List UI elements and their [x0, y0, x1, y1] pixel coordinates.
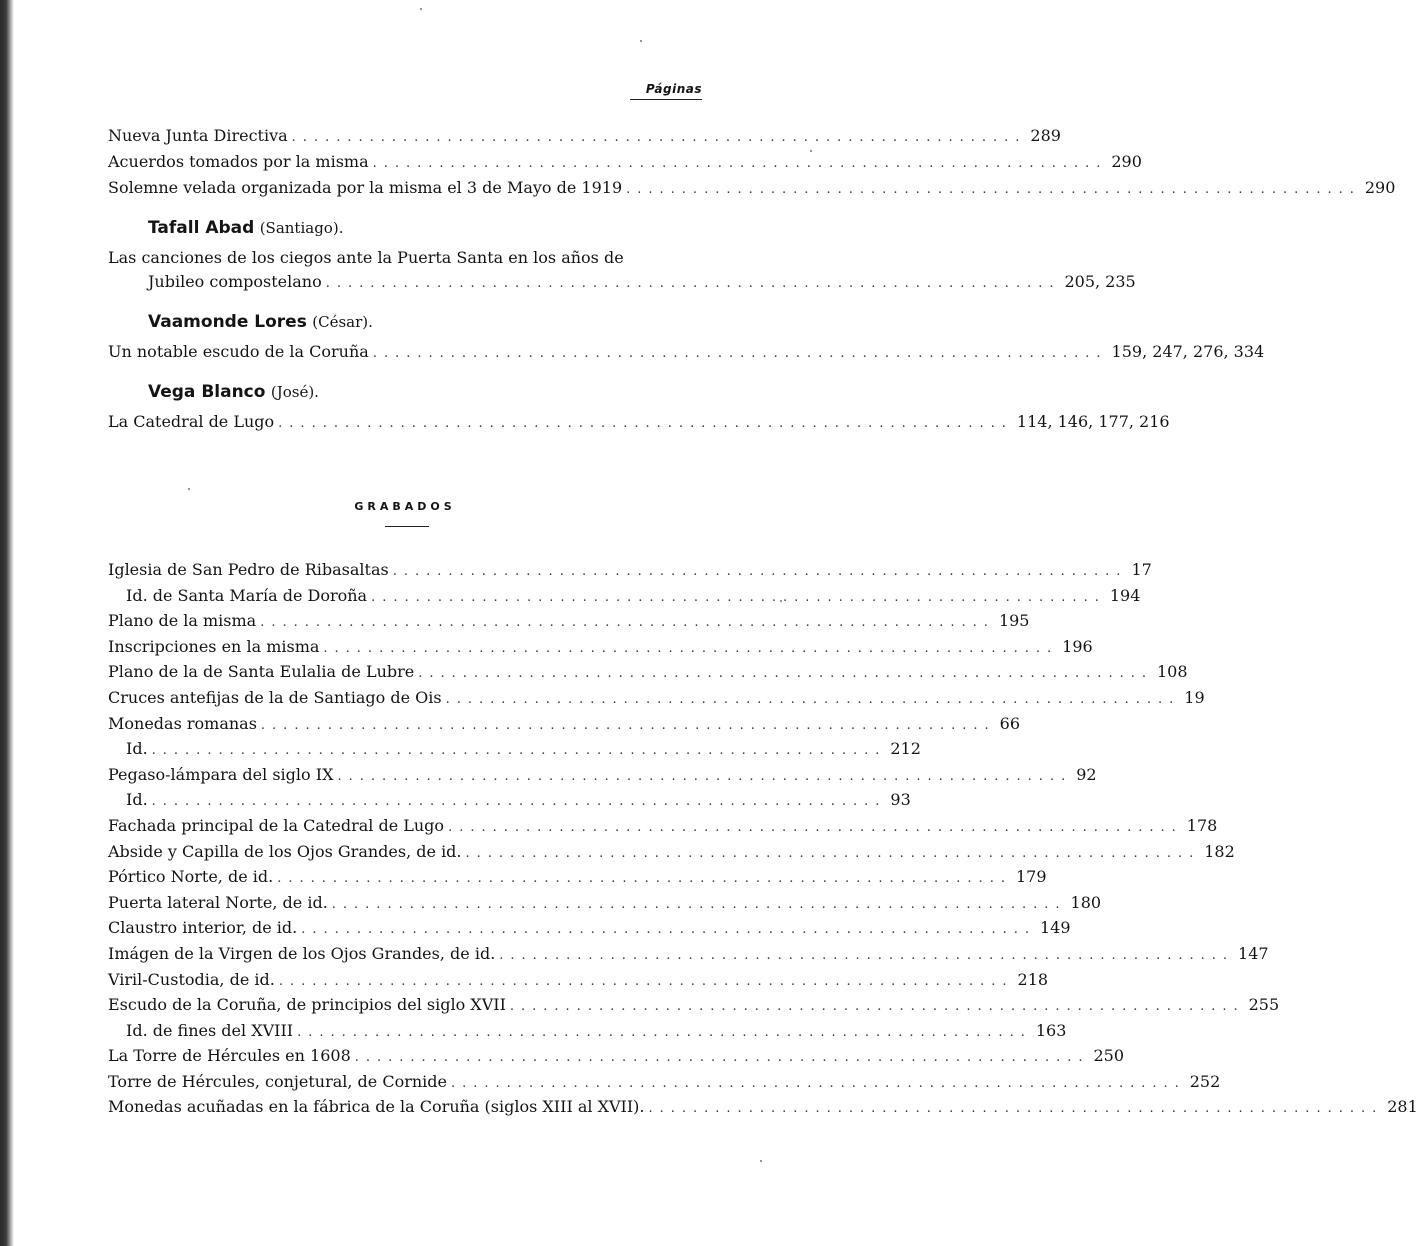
entry-page: 66 — [999, 713, 1021, 733]
leader-dots: .................................................................. — [151, 743, 887, 759]
paginas-column-header: Páginas — [630, 82, 702, 100]
leader-dots: .................................................................. — [260, 717, 996, 733]
entry-page: 252 — [1189, 1071, 1221, 1091]
index-entry — [108, 246, 702, 270]
entry-page: 19 — [1184, 687, 1205, 707]
author-surname: Vega Blanco — [148, 382, 266, 402]
entry-text: Id. — [126, 790, 148, 810]
entry-page: 163 — [1035, 1020, 1067, 1040]
entry-page: 212 — [890, 739, 921, 759]
entry-text: Cruces antefijas de la de Santiago de Ois — [108, 687, 442, 707]
entry-text: Viril-Custodia, de id. — [108, 969, 275, 989]
author-heading — [148, 218, 702, 238]
leader-dots: .................................................................. — [371, 589, 1106, 605]
entry-page: 114, 146, 177, 216 — [1016, 412, 1170, 431]
grabado-entry — [108, 1070, 1221, 1096]
entry-text: Imágen de la Virgen de los Ojos Grandes, de id. — [108, 943, 496, 963]
entry-page: 281 — [1387, 1097, 1418, 1117]
index-entry — [108, 176, 1396, 202]
entry-page: 290 — [1364, 178, 1396, 197]
paper-speck — [640, 40, 642, 42]
index-entry — [108, 340, 1265, 366]
grabado-entry — [108, 840, 1235, 866]
entry-page: 159, 247, 276, 334 — [1111, 342, 1265, 361]
entry-text: Claustro interior, de id. — [108, 918, 298, 938]
leader-dots: .................................................................. — [331, 896, 1067, 912]
entry-page: 180 — [1070, 892, 1102, 912]
entry-page: 250 — [1093, 1046, 1125, 1066]
entry-page: 108 — [1156, 662, 1188, 682]
entry-page: 17 — [1131, 560, 1152, 579]
entry-text: Plano de la misma — [108, 611, 257, 631]
leader-dots: .................................................................. — [291, 130, 1027, 145]
entry-text: Nueva Junta Directiva — [108, 126, 288, 145]
leader-dots: .................................................................. — [445, 691, 1181, 707]
entry-page: 218 — [1017, 969, 1049, 989]
paper-speck — [188, 488, 190, 490]
top-entries — [108, 124, 1396, 202]
leader-dots: .................................................................. — [372, 156, 1108, 171]
index-entry — [108, 124, 1061, 150]
leader-dots: .................................................................. — [323, 640, 1059, 656]
index-entry — [108, 270, 1136, 296]
entry-text: Id. de fines del XVIII — [126, 1020, 294, 1040]
leader-dots: .................................................................. — [301, 922, 1036, 938]
entry-text: Un notable escudo de la Coruña — [108, 342, 369, 361]
entry-text: Fachada principal de la Catedral de Lugo — [108, 815, 445, 835]
entry-text: Id. de Santa María de Doroña — [126, 585, 368, 605]
grabado-entry — [108, 660, 1188, 686]
section-rule — [385, 526, 429, 527]
author-heading — [148, 312, 702, 332]
grabado-entry — [108, 1019, 1067, 1045]
author-given-name: (José). — [270, 383, 319, 401]
entry-page: 149 — [1039, 918, 1071, 938]
entry-page: 147 — [1238, 943, 1269, 963]
grabado-entry — [108, 1095, 1418, 1121]
entry-text: La Torre de Hércules en 1608 — [108, 1046, 351, 1066]
leader-dots: .................................................................. — [354, 1050, 1090, 1066]
entry-page: 255 — [1248, 995, 1280, 1015]
leader-dots: .................................................................. — [465, 845, 1201, 861]
entry-text: Inscripciones en la misma — [108, 636, 320, 656]
grabado-entry — [108, 891, 1102, 917]
leader-dots: .................................................................. — [418, 666, 1153, 682]
leader-dots: .................................................................. — [626, 182, 1361, 197]
leader-dots: .................................................................. — [448, 819, 1183, 835]
leader-dots: .................................................................. — [325, 276, 1061, 291]
entry-text: La Catedral de Lugo — [108, 412, 275, 431]
leader-dots: .................................................................. — [372, 346, 1108, 361]
leader-dots: .................................................................. — [297, 1024, 1032, 1040]
entry-page: 289 — [1030, 126, 1061, 145]
page-binding-edge — [0, 0, 14, 1246]
grabado-entry — [108, 737, 921, 763]
grabado-entry — [108, 558, 1152, 584]
entry-page: 178 — [1186, 815, 1218, 835]
grabado-entry — [108, 865, 1047, 891]
grabado-entry — [108, 763, 1097, 789]
section-title-grabados: GRABADOS — [354, 500, 456, 513]
grabado-entry — [108, 916, 1071, 942]
entry-text: Acuerdos tomados por la misma — [108, 152, 369, 171]
entry-page: 196 — [1062, 636, 1093, 656]
leader-dots: .................................................................. — [277, 871, 1012, 887]
entry-page: 195 — [998, 611, 1030, 631]
entry-text: Puerta lateral Norte, de id. — [108, 892, 328, 912]
grabado-entry — [108, 993, 1280, 1019]
entry-text: Solemne velada organizada por la misma el 3 de Mayo de 1919 — [108, 178, 623, 197]
entry-page: 182 — [1204, 841, 1235, 861]
leader-dots: .................................................................. — [499, 947, 1235, 963]
entry-text: Jubileo compostelano — [148, 272, 322, 291]
grabado-entry — [108, 584, 1141, 610]
entry-text: Escudo de la Coruña, de principios del siglo XVII — [108, 995, 506, 1015]
entry-page: 93 — [890, 790, 911, 810]
leader-dots: .................................................................. — [451, 1075, 1186, 1091]
leader-dots: .................................................................. — [509, 999, 1245, 1015]
grabados-list — [108, 558, 1418, 1121]
grabado-entry — [108, 635, 1093, 661]
leader-dots: .................................................................. — [337, 768, 1073, 784]
index-author-section — [108, 124, 1396, 436]
author-given-name: (César). — [312, 313, 373, 331]
grabado-entry — [108, 686, 1205, 712]
entry-text: Monedas acuñadas en la fábrica de la Coruña (siglos XIII al XVII). — [108, 1097, 645, 1117]
entry-text: Torre de Hércules, conjetural, de Cornide — [108, 1071, 448, 1091]
entry-text: Las canciones de los ciegos ante la Puerta Santa en los años de — [108, 248, 624, 267]
grabado-entry — [108, 968, 1049, 994]
index-entry — [108, 410, 1170, 436]
leader-dots: .................................................................. — [392, 564, 1128, 579]
author-heading — [148, 382, 702, 402]
leader-dots: .................................................................. — [260, 615, 995, 631]
paper-speck — [420, 8, 422, 10]
author-surname: Vaamonde Lores — [148, 312, 307, 332]
author-given-name: (Santiago). — [259, 219, 344, 237]
entry-text: Iglesia de San Pedro de Ribasaltas — [108, 560, 389, 579]
entry-page: 92 — [1076, 764, 1097, 784]
leader-dots: .................................................................. — [278, 416, 1013, 431]
grabado-entry — [108, 712, 1021, 738]
leader-dots: .................................................................. — [151, 794, 887, 810]
grabado-entry — [108, 609, 1030, 635]
grabado-entry — [108, 942, 1269, 968]
entry-page: 179 — [1015, 867, 1047, 887]
author-surname: Tafall Abad — [148, 218, 255, 238]
entry-text: Abside y Capilla de los Ojos Grandes, de id. — [108, 841, 462, 861]
paper-speck — [760, 1160, 762, 1162]
entry-text: Pegaso-lámpara del siglo IX — [108, 764, 334, 784]
grabado-entry — [108, 814, 1218, 840]
entry-text: Monedas romanas — [108, 713, 257, 733]
grabado-entry — [108, 1044, 1125, 1070]
entry-text: Plano de la de Santa Eulalia de Lubre — [108, 662, 415, 682]
entry-text: Id. — [126, 739, 148, 759]
entry-text: Pórtico Norte, de id. — [108, 867, 274, 887]
grabado-entry — [108, 788, 911, 814]
entry-page: 205, 235 — [1064, 272, 1136, 291]
entry-page: 194 — [1109, 585, 1141, 605]
leader-dots: .................................................................. — [278, 973, 1014, 989]
entry-page: 290 — [1111, 152, 1142, 171]
leader-dots: .................................................................. — [648, 1101, 1384, 1117]
index-entry — [108, 150, 1142, 176]
